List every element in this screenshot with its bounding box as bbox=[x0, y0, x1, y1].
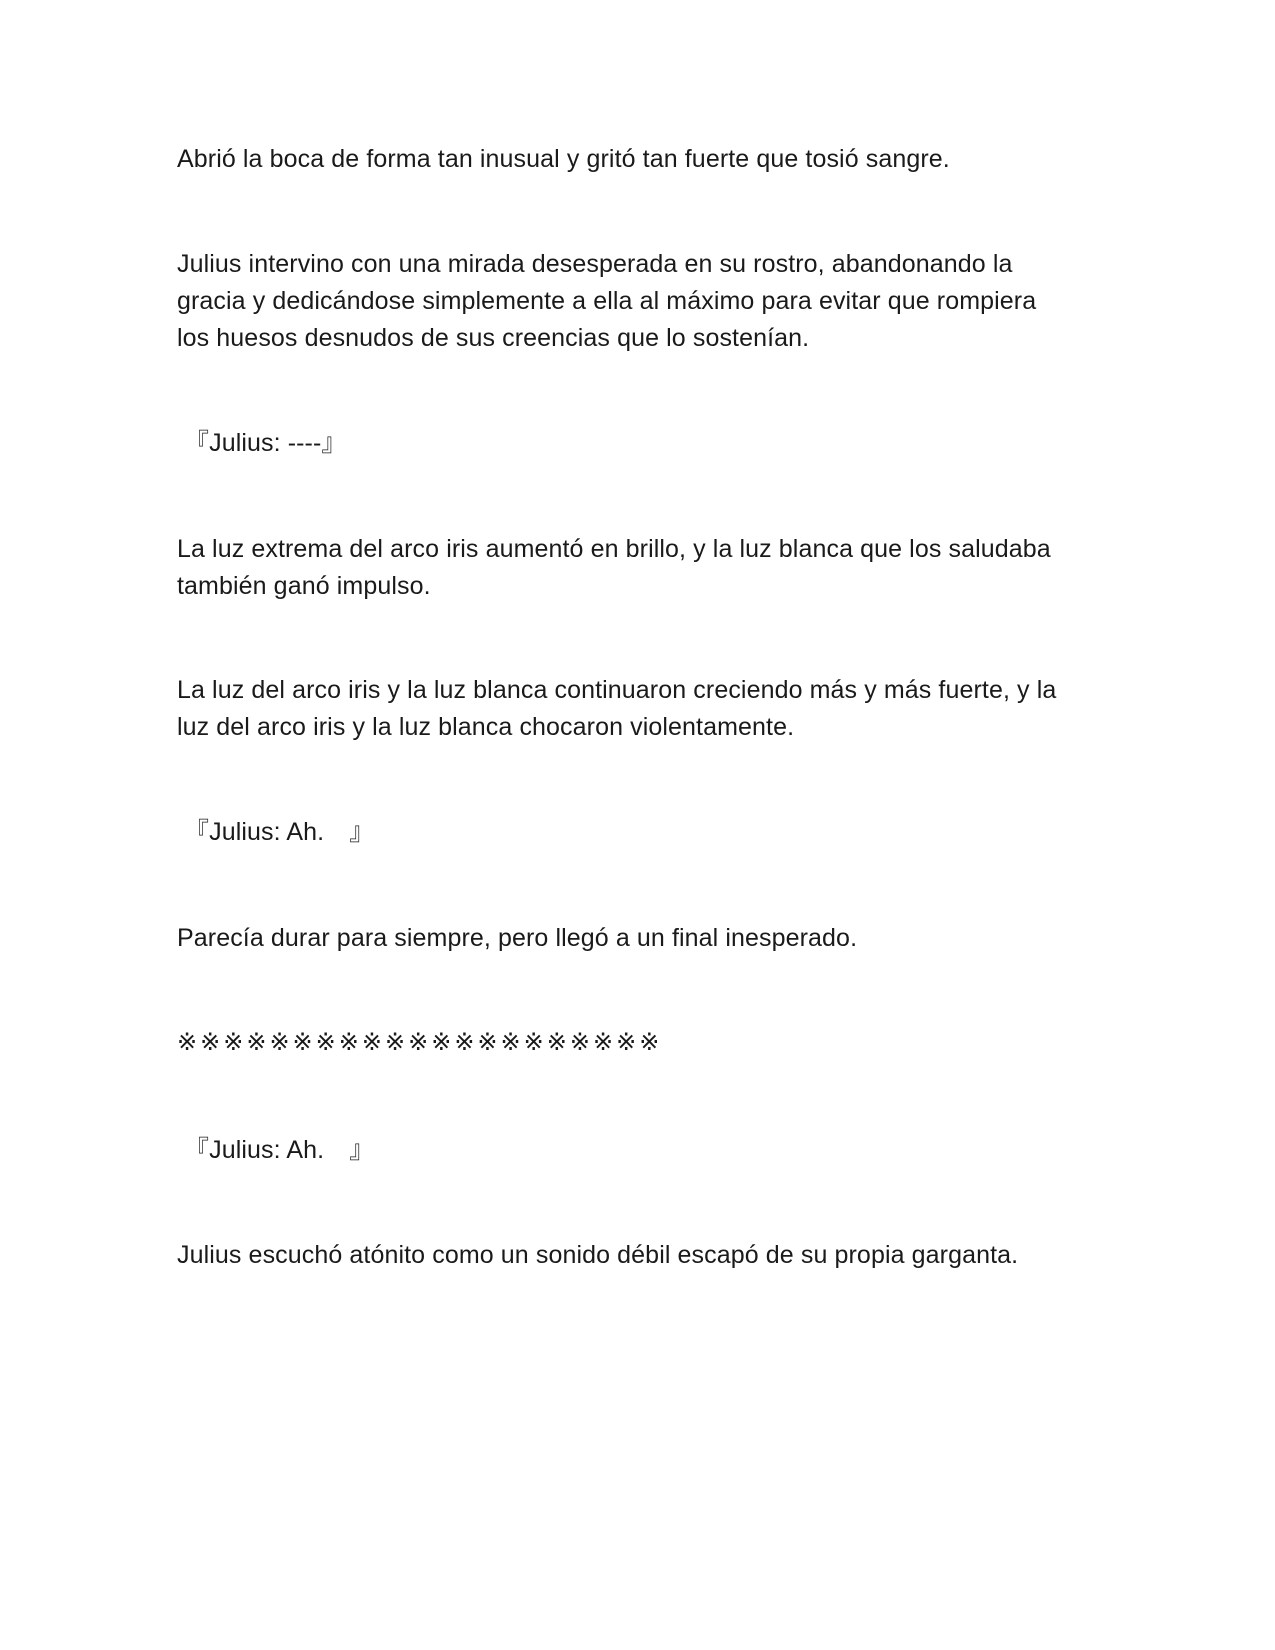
paragraph-line: también ganó impulso. bbox=[177, 572, 431, 600]
paragraph-line: Julius intervino con una mirada desesperada en su rostro, abandonando la bbox=[177, 250, 1013, 278]
paragraph-line: Parecía durar para siempre, pero llegó a un final inesperado. bbox=[177, 924, 858, 952]
paragraph-line: La luz extrema del arco iris aumentó en brillo, y la luz blanca que los saludaba bbox=[177, 535, 1051, 563]
paragraph-line: La luz del arco iris y la luz blanca continuaron creciendo más y más fuerte, y la bbox=[177, 676, 1057, 704]
dialogue-line: 『Julius: Ah. 』 bbox=[184, 818, 375, 846]
paragraph-line: gracia y dedicándose simplemente a ella al máximo para evitar que rompiera bbox=[177, 287, 1037, 315]
paragraph-line: Abrió la boca de forma tan inusual y gritó tan fuerte que tosió sangre. bbox=[177, 145, 950, 173]
dialogue-line: 『Julius: ----』 bbox=[184, 429, 347, 457]
paragraph-line: los huesos desnudos de sus creencias que lo sostenían. bbox=[177, 324, 810, 352]
paragraph-line: Julius escuchó atónito como un sonido débil escapó de su propia garganta. bbox=[177, 1241, 1019, 1269]
paragraph-line: luz del arco iris y la luz blanca chocaron violentamente. bbox=[177, 713, 795, 741]
scene-separator: ※※※※※※※※※※※※※※※※※※※※※ bbox=[177, 1029, 663, 1056]
dialogue-line: 『Julius: Ah. 』 bbox=[184, 1136, 375, 1164]
